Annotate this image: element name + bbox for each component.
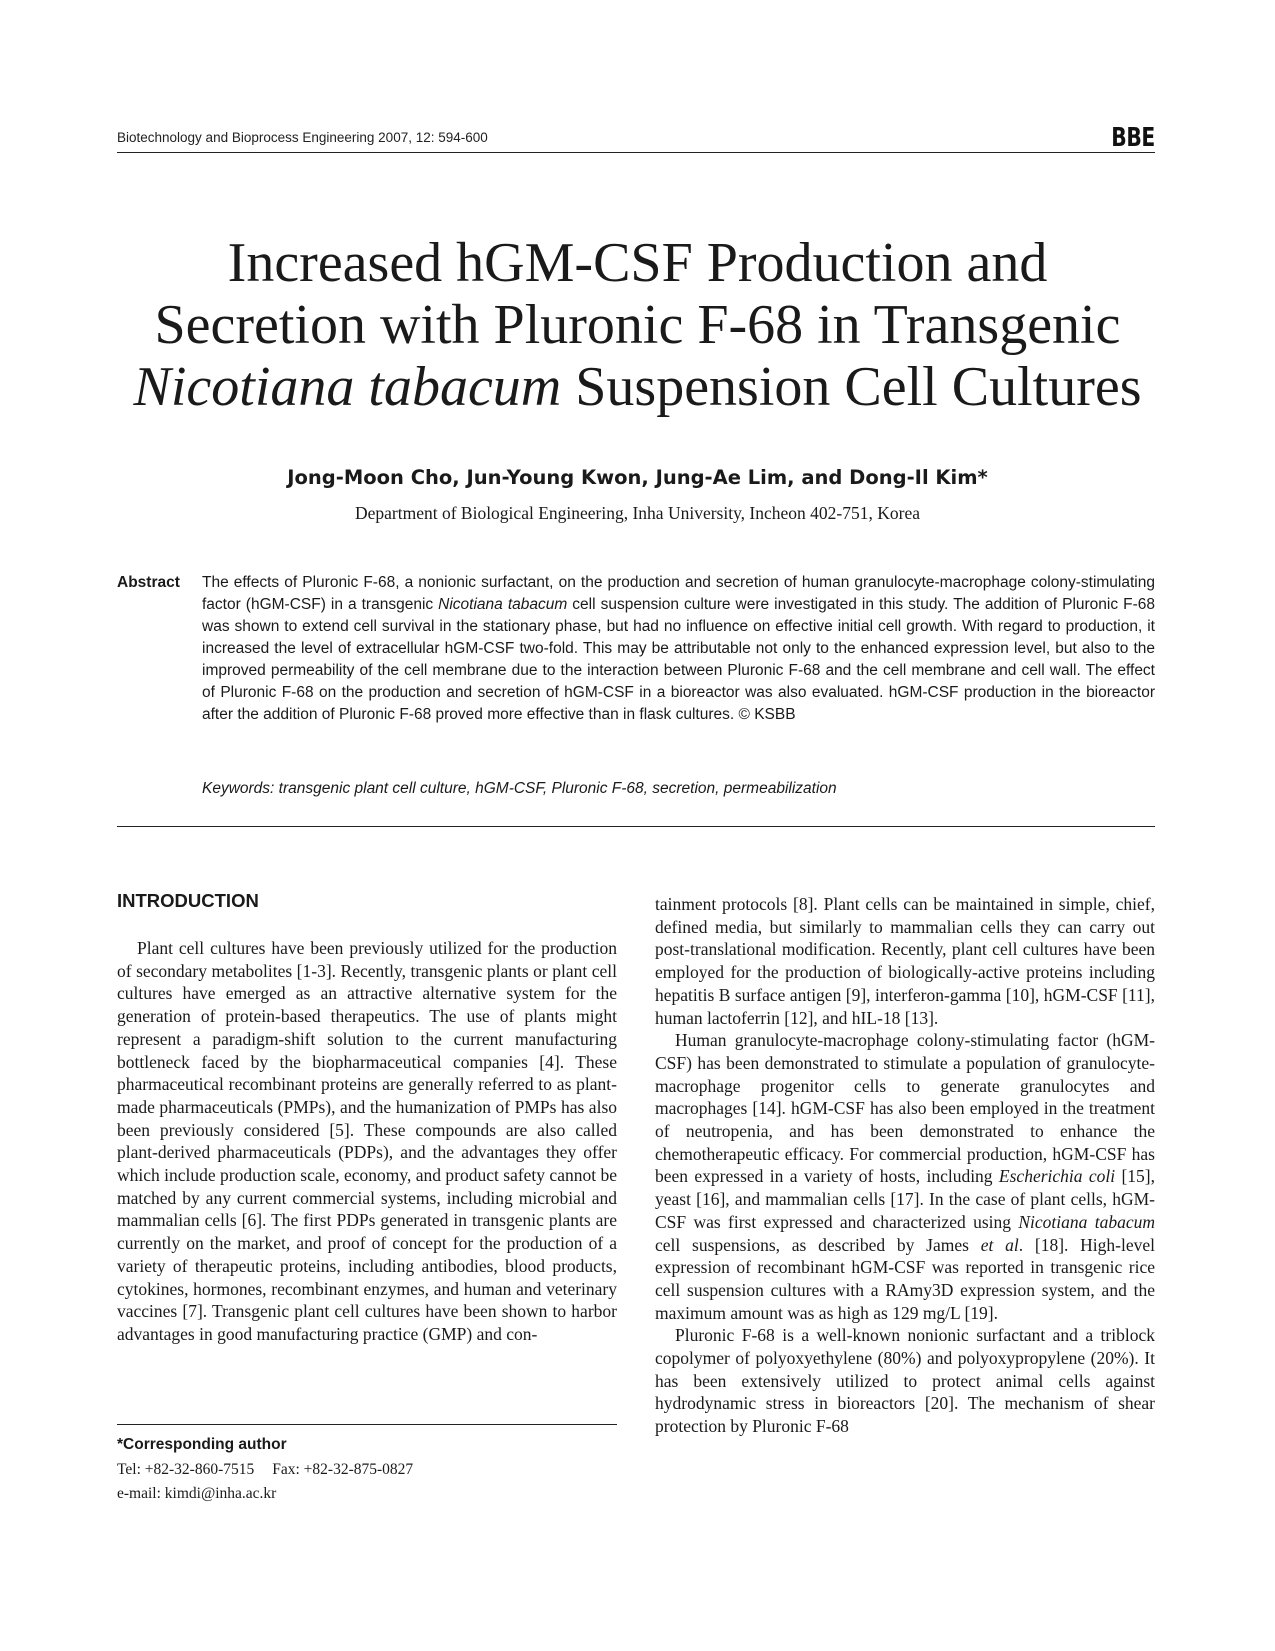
intro-p2-text-a: Human granulocyte-macrophage colony-stimulating factor (hGM-CSF) has been demonstrated to stimulate a population of granulocyte-macrophage progenitor cells to generate granulocytes and macrophages [14]. hGM-CSF has also been employed in the treatment of neutropenia, and has been demonstrated to enhance the chemotherapeutic efficacy. For commercial production, hGM-CSF has been expressed in a variety of hosts, including bbox=[655, 1030, 1155, 1187]
abstract-text bbox=[202, 572, 1155, 726]
author-list: Jong-Moon Cho, Jun-Young Kwon, Jung-Ae Lim, and Dong-Il Kim* bbox=[287, 466, 988, 489]
intro-p2-italic-ecoli: Escherichia coli bbox=[998, 1166, 1116, 1187]
intro-paragraph-1: Plant cell cultures have been previously utilized for the production of secondary metabolites [1-3]. Recently, transgenic plants or plant cell cultures have emerged as an attractive alternative system for the generation of protein-based therapeutics. The use of plants might represent a paradigm-shift solution to the current manufacturing bottleneck faced by the biopharmaceutical companies [4]. These pharmaceutical recombinant proteins are generally referred to as plant-made pharmaceuticals (PMPs), and the humanization of PMPs has also been previously considered [5]. These compounds are also called plant-derived pharmaceuticals (PDPs), and the advantages they offer which include production scale, economy, and product safety cannot be matched by any current commercial systems, including microbial and mammalian cells [6]. The first PDPs generated in transgenic plants are currently on the market, and proof of concept for the production of a variety of therapeutic proteins, including antibodies, blood products, cytokines, hormones, recombinant enzymes, and human and veterinary vaccines [7]. Transgenic plant cell cultures have been shown to harbor advantages in good manufacturing practice (GMP) and con- bbox=[117, 938, 617, 1344]
title-line-3 bbox=[100, 356, 1175, 418]
corresponding-author-label: *Corresponding author bbox=[117, 1436, 287, 1453]
affiliation: Department of Biological Engineering, Inha University, Incheon 402-751, Korea bbox=[354, 503, 921, 523]
journal-citation: Biotechnology and Bioprocess Engineering 2007, 12: 594-600 bbox=[117, 130, 488, 145]
title-line-1: Increased hGM-CSF Production and bbox=[227, 232, 1048, 294]
footnote-divider bbox=[117, 1424, 617, 1425]
title-species-italic: Nicotiana tabacum bbox=[133, 356, 562, 418]
abstract-label: Abstract bbox=[117, 574, 180, 591]
intro-p2-italic-species: Nicotiana tabacum bbox=[1018, 1211, 1156, 1232]
title-line-2: Secretion with Pluronic F-68 in Transgenic bbox=[154, 294, 1121, 356]
keywords-text: transgenic plant cell culture, hGM-CSF, Pluronic F-68, secretion, permeabilization bbox=[274, 780, 837, 797]
section-heading-introduction: INTRODUCTION bbox=[117, 890, 259, 911]
journal-logo: BBE bbox=[1111, 123, 1155, 153]
right-column bbox=[655, 893, 1155, 1438]
contact-tel: Tel: +82-32-860-7515 bbox=[117, 1461, 255, 1478]
abstract-part-1: The effects of Pluronic F-68, a nonionic surfactant, on the production and secretion of human granulocyte-macrophage colony-stimulating factor (hGM-CSF) in a transgenic bbox=[202, 574, 1155, 613]
intro-p2-text-d: . [18]. High-level expression of recombinant hGM-CSF was reported in transgenic rice cell suspension cultures with a RAmy3D expression system, and the maximum amount was as high as 129 mg/L [19]. bbox=[655, 1234, 1155, 1323]
abstract-part-2: cell suspension culture were investigated in this study. The addition of Pluronic F-68 was shown to extend cell survival in the stationary phase, but had no influence on effective initial cell growth. With regard to production, it increased the level of extracellular hGM-CSF two-fold. This may be attributable not only to the enhanced expression level, but also to the improved permeability of the cell membrane due to the interaction between Pluronic F-68 and the cell membrane and cell wall. The effect of Pluronic F-68 on the production and secretion of hGM-CSF in a bioreactor was also evaluated. hGM-CSF production in the bioreactor after the addition of Pluronic F-68 proved more effective than in flask cultures. © KSBB bbox=[202, 596, 1156, 723]
contact-fax: Fax: +82-32-875-0827 bbox=[272, 1461, 414, 1478]
contact-email: e-mail: kimdi@inha.ac.kr bbox=[117, 1485, 277, 1502]
intro-p2-text-c: cell suspensions, as described by James bbox=[655, 1234, 981, 1255]
keywords-label: Keywords: bbox=[202, 780, 275, 797]
abstract-divider bbox=[117, 826, 1155, 827]
intro-paragraph-1-continued: tainment protocols [8]. Plant cells can be maintained in simple, chief, defined media, but similarly to mammalian cells they can carry out post-translational modification. Recently, plant cell cultures have been employed for the production of biologically-active proteins including hepatitis B surface antigen [9], interferon-gamma [10], hGM-CSF [11], human lactoferrin [12], and hIL-18 [13]. bbox=[655, 894, 1155, 1028]
contact-phone-fax bbox=[117, 1461, 413, 1479]
title-line-3-rest: Suspension Cell Cultures bbox=[561, 356, 1142, 418]
intro-paragraph-2 bbox=[655, 1029, 1155, 1324]
keywords bbox=[202, 780, 1155, 798]
intro-p2-text-b: [15], yeast [16], and mammalian cells [17]. In the case of plant cells, hGM-CSF was first expressed and characterized using bbox=[655, 1166, 1155, 1232]
journal-header bbox=[117, 123, 1155, 153]
abstract-species-italic: Nicotiana tabacum bbox=[438, 596, 568, 613]
intro-p2-italic-etal: et al bbox=[980, 1234, 1019, 1255]
intro-paragraph-3: Pluronic F-68 is a well-known nonionic surfactant and a triblock copolymer of polyoxyethylene (80%) and polyoxypropylene (20%). It has been extensively utilized to protect animal cells against hydrodynamic stress in bioreactors [20]. The mechanism of shear protection by Pluronic F-68 bbox=[655, 1325, 1155, 1437]
paper-title bbox=[100, 232, 1175, 418]
left-column bbox=[117, 937, 617, 1346]
